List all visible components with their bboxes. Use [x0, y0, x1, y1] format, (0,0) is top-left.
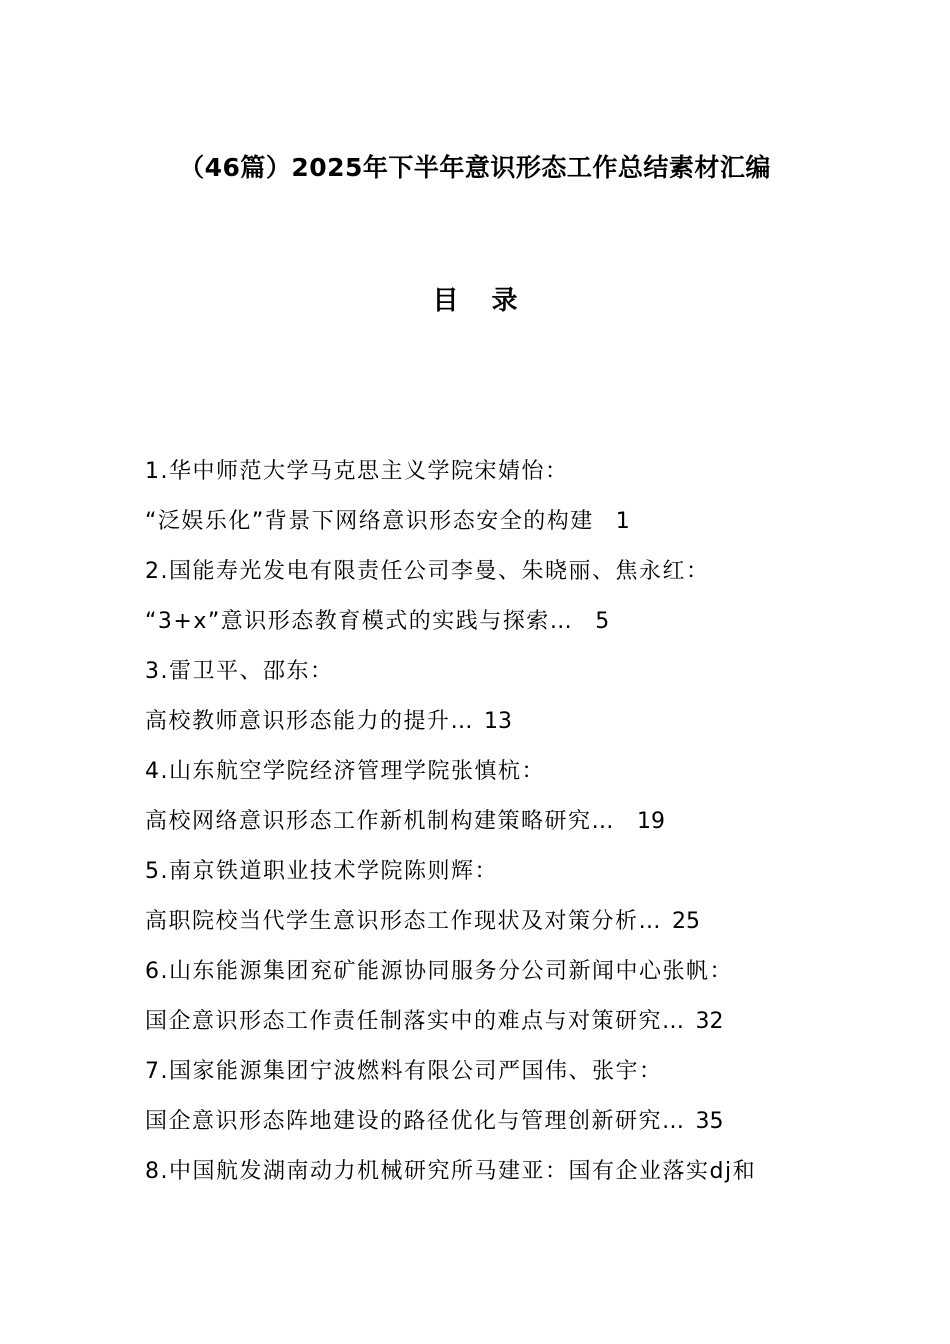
- toc-entry-heading: 1.华中师范大学马克思主义学院宋婧怡：: [145, 459, 569, 484]
- toc-page-number: 32: [695, 1009, 724, 1034]
- toc-page-number: 13: [484, 709, 513, 734]
- toc-page-number: 5: [595, 609, 610, 634]
- toc-entry-subtitle: “泛娱乐化”背景下网络意识形态安全的构建 1: [145, 505, 825, 555]
- toc-page-number: 25: [672, 909, 701, 934]
- toc-entry-subtitle: “3+x”意识形态教育模式的实践与探索… 5: [145, 605, 825, 655]
- toc-entry-heading: 6.山东能源集团兖矿能源协同服务分公司新闻中心张帆：: [145, 959, 733, 984]
- toc-entry-heading: 5.南京铁道职业技术学院陈则辉：: [145, 859, 498, 884]
- toc-entry-subtitle: 高校网络意识形态工作新机制构建策略研究… 19: [145, 805, 825, 855]
- toc-entry-subtitle: 高职院校当代学生意识形态工作现状及对策分析… 25: [145, 905, 825, 955]
- toc-heading: 目 录: [432, 286, 530, 316]
- toc-page-number: 19: [637, 809, 666, 834]
- toc-page-number: 1: [615, 509, 630, 534]
- toc-entry-subtitle: 高校教师意识形态能力的提升… 13: [145, 705, 825, 755]
- toc-entry-subtitle: 国企意识形态阵地建设的路径优化与管理创新研究… 35: [145, 1105, 825, 1155]
- toc-entry-heading: 4.山东航空学院经济管理学院张慎杭：: [145, 759, 545, 784]
- document-title: （46篇）2025年下半年意识形态工作总结素材汇编: [179, 153, 771, 182]
- toc-entry-heading: 8.中国航发湖南动力机械研究所马建亚：国有企业落实dj和: [145, 1159, 757, 1184]
- toc-page-number: 35: [695, 1109, 724, 1134]
- toc-entry-heading: 7.国家能源集团宁波燃料有限公司严国伟、张宇：: [145, 1059, 663, 1084]
- toc-entry-heading: 3.雷卫平、邵东：: [145, 659, 334, 684]
- toc-entry-heading: 2.国能寿光发电有限责任公司李曼、朱晓丽、焦永红：: [145, 559, 710, 584]
- table-of-contents: [145, 455, 825, 1205]
- toc-entry-subtitle: 国企意识形态工作责任制落实中的难点与对策研究… 32: [145, 1005, 825, 1055]
